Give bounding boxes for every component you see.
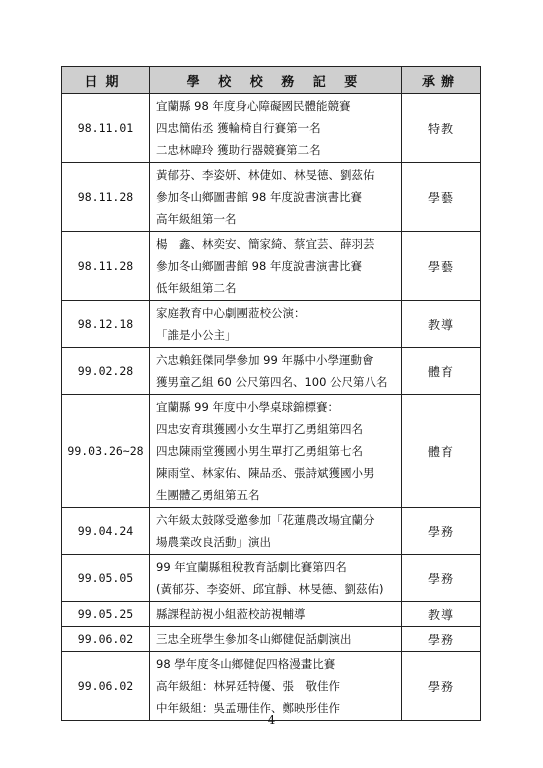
page-number: 4 <box>267 713 276 727</box>
content-line: 縣課程訪視小組蒞校訪視輔導 <box>156 607 306 621</box>
table-row <box>62 602 481 627</box>
table-row <box>62 232 481 301</box>
row-content <box>150 348 402 395</box>
content-line: 98 學年度冬山鄉健促四格漫畫比賽 <box>156 657 336 671</box>
table-row <box>62 508 481 555</box>
content-line: 楊 鑫、林奕安、簡家綺、蔡宜芸、薛羽芸 <box>156 237 375 251</box>
content-line: 宜蘭縣 98 年度身心障礙國民體能競賽 <box>156 99 351 113</box>
content-line: (黃郁芬、李姿妍、邱宜靜、林旻德、劉茲佑) <box>156 582 384 596</box>
row-department: 學藝 <box>402 163 481 232</box>
row-department: 學務 <box>402 652 481 721</box>
content-line: 黃郁芬、李姿妍、林倢如、林旻德、劉茲佑 <box>156 168 375 182</box>
row-date: 98.11.01 <box>62 94 150 163</box>
table-row <box>62 652 481 721</box>
header-date: 日期 <box>62 67 150 94</box>
row-content <box>150 555 402 602</box>
school-affairs-table <box>61 66 481 721</box>
header-department: 承辦 <box>402 67 481 94</box>
row-content <box>150 627 402 652</box>
table-row <box>62 555 481 602</box>
content-line: 場農業改良活動」演出 <box>156 535 271 549</box>
table-row <box>62 163 481 232</box>
row-content <box>150 652 402 721</box>
content-line: 獲男童乙組 60 公尺第四名、100 公尺第八名 <box>156 375 388 389</box>
table-row <box>62 348 481 395</box>
row-date: 98.12.18 <box>62 301 150 348</box>
row-department: 學務 <box>402 555 481 602</box>
content-line: 高年級組：林昇廷特優、張 敬佳作 <box>156 679 340 693</box>
row-date: 98.11.28 <box>62 232 150 301</box>
row-date: 99.05.05 <box>62 555 150 602</box>
content-line: 二忠林暐玲 獲助行器競賽第二名 <box>156 143 321 157</box>
content-line: 參加冬山鄉圖書館 98 年度說書演書比賽 <box>156 259 362 273</box>
content-line: 四忠安育琪獲國小女生單打乙勇組第四名 <box>156 422 363 436</box>
content-line: 家庭教育中心劇團蒞校公演： <box>156 306 306 320</box>
row-content <box>150 163 402 232</box>
row-department: 學務 <box>402 508 481 555</box>
row-date: 98.11.28 <box>62 163 150 232</box>
row-department: 教導 <box>402 301 481 348</box>
content-line: 低年級組第二名 <box>156 281 237 295</box>
content-line: 六年級太鼓隊受邀參加「花蓮農改場宜蘭分 <box>156 513 375 527</box>
content-line: 99 年宜蘭縣租稅教育話劇比賽第四名 <box>156 560 347 574</box>
content-line: 參加冬山鄉圖書館 98 年度說書演書比賽 <box>156 190 362 204</box>
content-line: 六忠賴鈺傑同學參加 99 年縣中小學運動會 <box>156 353 374 367</box>
row-department: 學藝 <box>402 232 481 301</box>
document-sheet <box>61 66 480 721</box>
content-line: 「誰是小公主」 <box>156 328 237 342</box>
content-line: 宜蘭縣 99 年度中小學桌球錦標賽： <box>156 400 339 414</box>
row-date: 99.06.02 <box>62 627 150 652</box>
content-line: 三忠全班學生參加冬山鄉健促話劇演出 <box>156 632 352 646</box>
row-content <box>150 508 402 555</box>
row-department: 特教 <box>402 94 481 163</box>
content-line: 生團體乙勇組第五名 <box>156 488 260 502</box>
table-row <box>62 301 481 348</box>
row-content <box>150 602 402 627</box>
content-line: 四忠簡佑丞 獲輪椅自行賽第一名 <box>156 121 321 135</box>
header-records: 學 校 校 務 記 要 <box>150 67 402 94</box>
row-department: 教導 <box>402 602 481 627</box>
row-department: 體育 <box>402 348 481 395</box>
content-line: 四忠陳雨堂獲國小男生單打乙勇組第七名 <box>156 444 363 458</box>
row-date: 99.03.26~28 <box>62 395 150 508</box>
row-content <box>150 94 402 163</box>
table-row <box>62 395 481 508</box>
row-date: 99.06.02 <box>62 652 150 721</box>
row-date: 99.04.24 <box>62 508 150 555</box>
row-content <box>150 395 402 508</box>
content-line: 中年級組：吳孟珊佳作、鄭映彤佳作 <box>156 701 340 715</box>
table-row <box>62 94 481 163</box>
row-date: 99.02.28 <box>62 348 150 395</box>
row-content <box>150 232 402 301</box>
content-line: 高年級組第一名 <box>156 212 237 226</box>
row-department: 體育 <box>402 395 481 508</box>
table-row <box>62 627 481 652</box>
row-content <box>150 301 402 348</box>
row-date: 99.05.25 <box>62 602 150 627</box>
table-body <box>62 94 481 721</box>
table-header-row <box>62 67 481 94</box>
row-department: 學務 <box>402 627 481 652</box>
content-line: 陳雨堂、林家佑、陳品丞、張詩斌獲國小男 <box>156 466 375 480</box>
